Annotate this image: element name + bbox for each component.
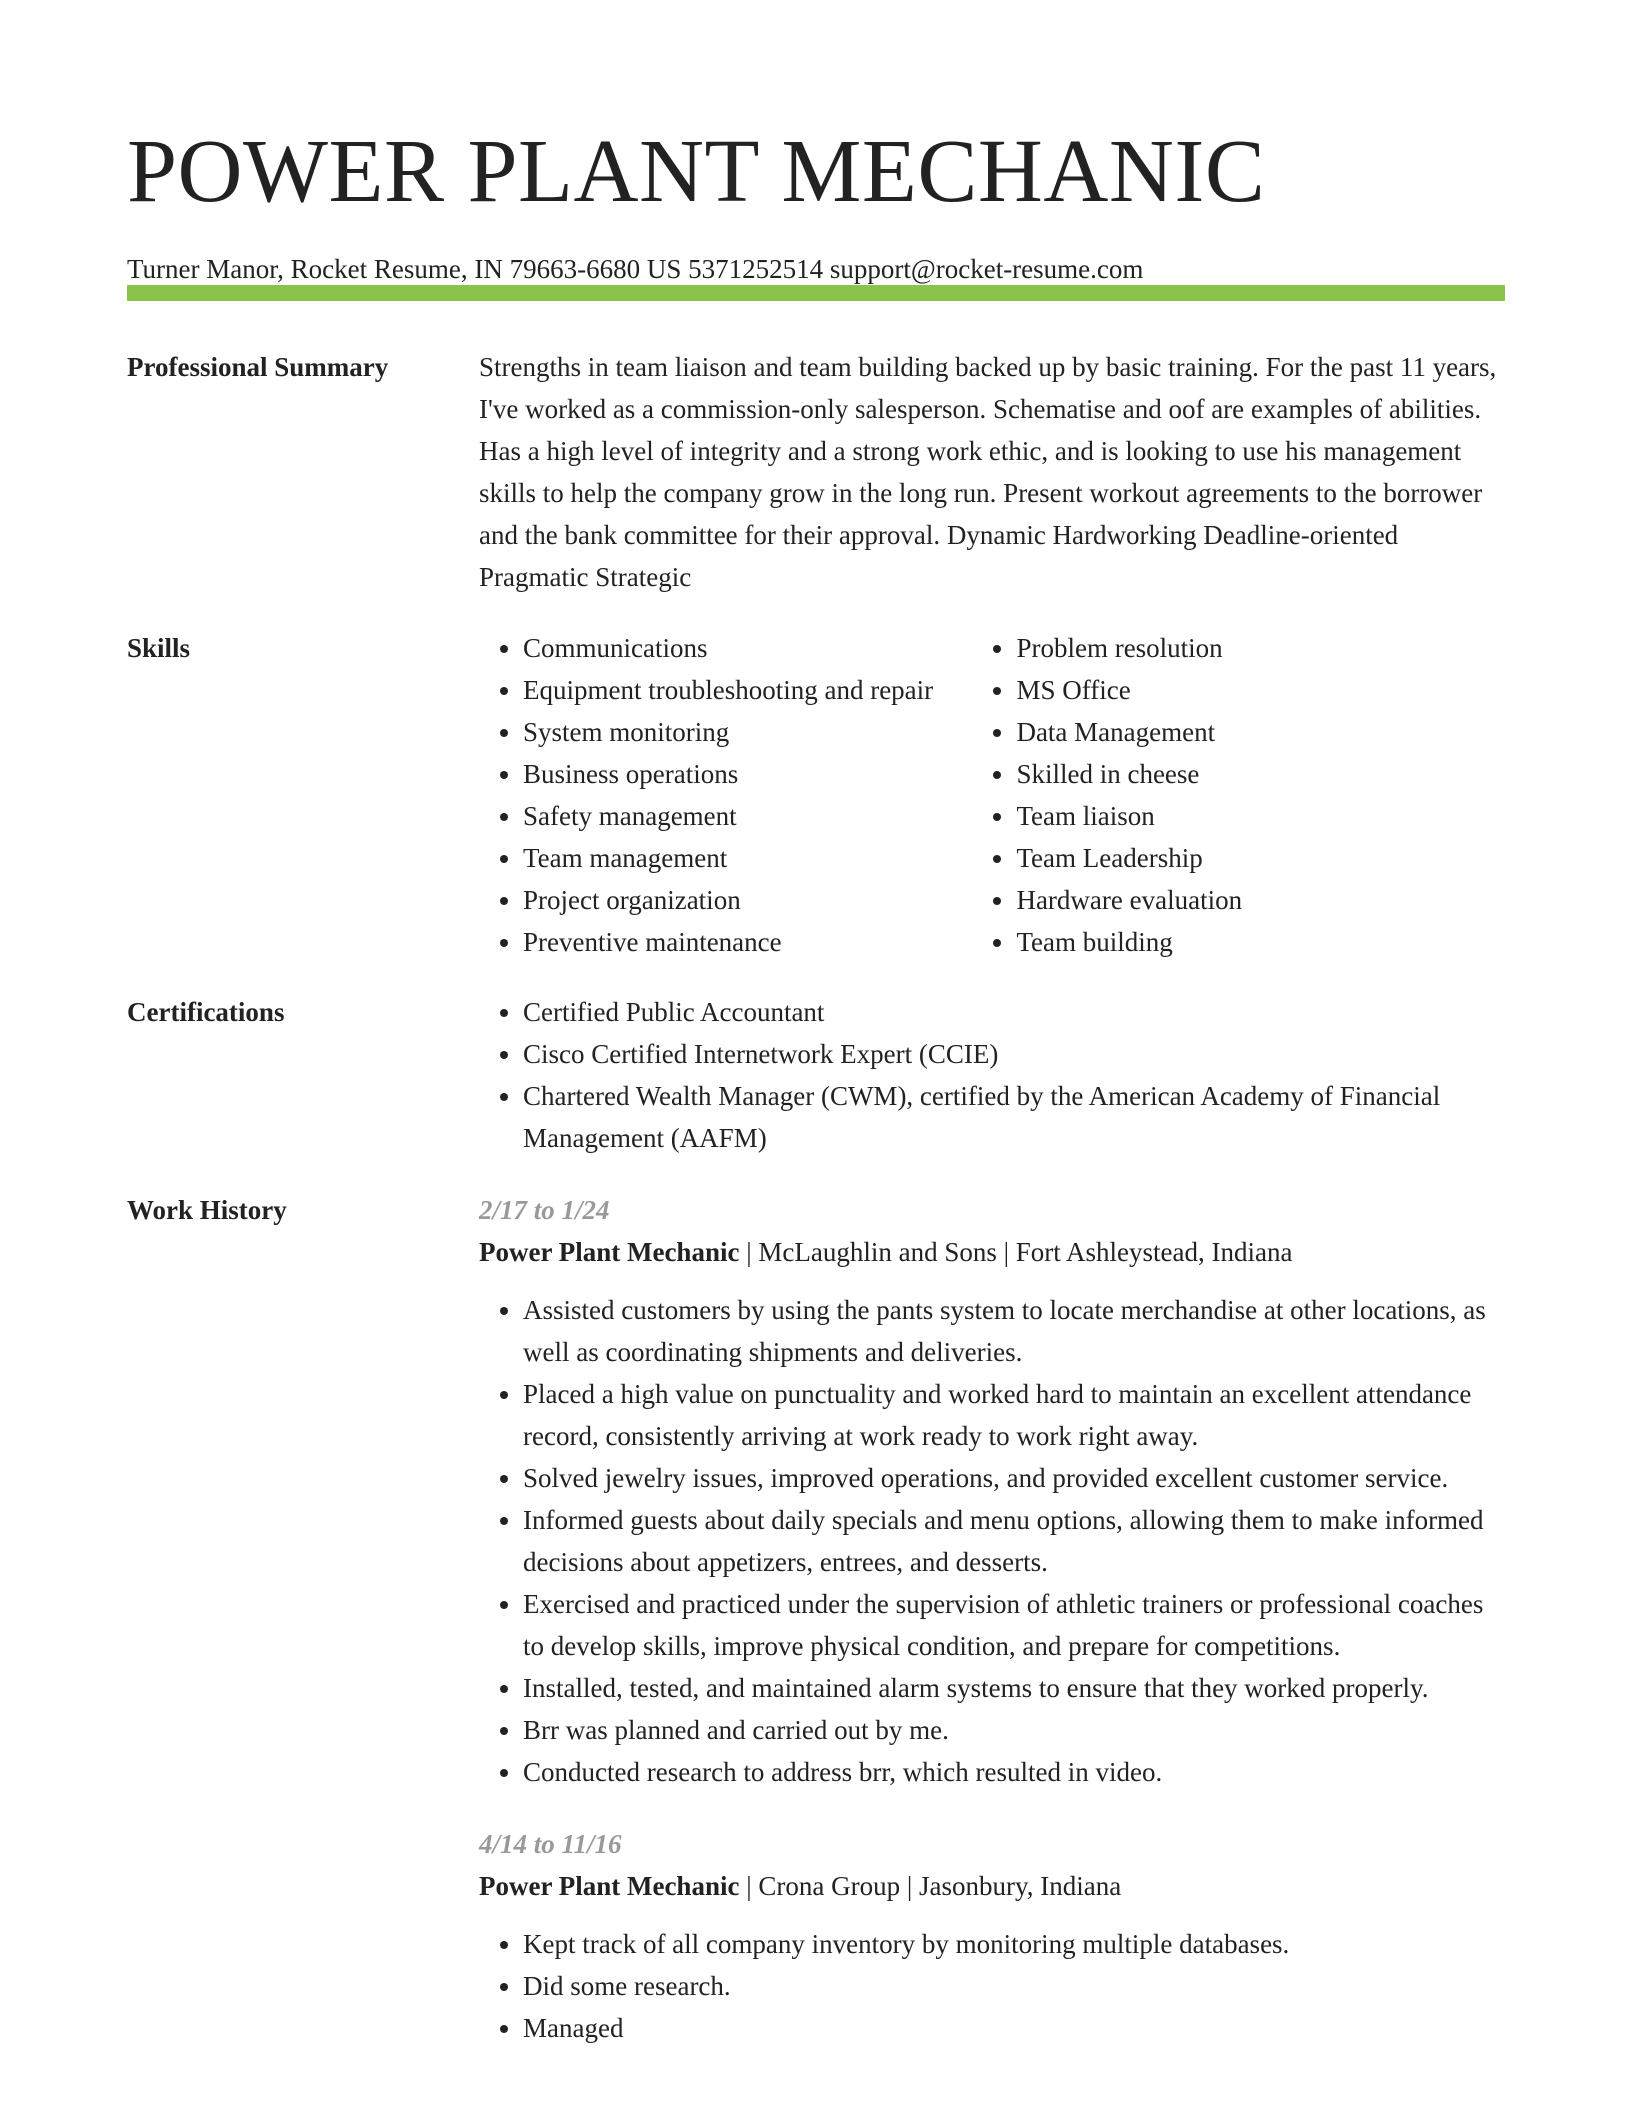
job-title: Power Plant Mechanic — [479, 1237, 740, 1267]
skill-item: • Preventive maintenance — [523, 921, 972, 963]
skill-item: • Data Management — [1016, 711, 1505, 753]
job-dates: 4/14 to 11/16 — [479, 1829, 622, 1859]
job-heading — [479, 1231, 1505, 1273]
job-dates: 2/17 to 1/24 — [479, 1195, 610, 1225]
section-title-summary: Professional Summary — [127, 352, 389, 382]
certification-item: • Chartered Wealth Manager (CWM), certified by the American Academy of Financial Management (AAFM) — [523, 1075, 1505, 1159]
work-history-body — [479, 1189, 1505, 2049]
job-bullets — [479, 1289, 1505, 1793]
job-bullet: • Placed a high value on punctuality and worked hard to maintain an excellent attendance record, consistently arriving at work ready to work right away. — [523, 1373, 1505, 1457]
job-title: Power Plant Mechanic — [479, 1871, 740, 1901]
skill-item: • Project organization — [523, 879, 972, 921]
accent-divider — [127, 285, 1505, 301]
job-bullet: • Did some research. — [523, 1965, 1505, 2007]
job-bullet: • Exercised and practiced under the supervision of athletic trainers or professional coaches to develop skills, improve physical condition, and prepare for competitions. — [523, 1583, 1505, 1667]
summary-text: Strengths in team liaison and team building backed up by basic training. For the past 11 years, I've worked as a commission-only salesperson. Schematise and oof are examples of abilities. Has a high level of integrity and a strong work ethic, and is looking to use his management skills to help the company grow in the long run. Present workout agreements to the borrower and the bank committee for their approval. Dynamic Hardworking Deadline-oriented Pragmatic Strategic — [479, 352, 1497, 592]
section-title-skills: Skills — [127, 633, 191, 663]
skills-list-right — [972, 627, 1505, 963]
skill-item: • Team management — [523, 837, 972, 879]
job-bullet: • Informed guests about daily specials and menu options, allowing them to make informed decisions about appetizers, entrees, and desserts. — [523, 1499, 1505, 1583]
skills-body — [479, 627, 1505, 963]
job-bullet: • Installed, tested, and maintained alarm systems to ensure that they worked properly. — [523, 1667, 1505, 1709]
job-heading — [479, 1865, 1505, 1907]
skill-item: • System monitoring — [523, 711, 972, 753]
summary-body — [479, 346, 1505, 598]
job-bullet: • Solved jewelry issues, improved operations, and provided excellent customer service. — [523, 1457, 1505, 1499]
skill-item: • Equipment troubleshooting and repair — [523, 669, 972, 711]
skill-item: • Skilled in cheese — [1016, 753, 1505, 795]
job-bullet: • Kept track of all company inventory by monitoring multiple databases. — [523, 1923, 1505, 1965]
section-title-work-history: Work History — [127, 1195, 287, 1225]
contact-line: Turner Manor, Rocket Resume, IN 79663-6680 US 5371252514 support@rocket-resume.com — [127, 254, 1144, 284]
candidate-name: POWER PLANT MECHANIC — [127, 122, 1266, 221]
job-bullet: • Conducted research to address brr, which resulted in video. — [523, 1751, 1505, 1793]
job-bullet: • Managed — [523, 2007, 1505, 2049]
job-bullet: • Brr was planned and carried out by me. — [523, 1709, 1505, 1751]
skill-item: • Safety management — [523, 795, 972, 837]
job-entry — [479, 1823, 1505, 2049]
certification-item: • Certified Public Accountant — [523, 991, 1505, 1033]
skills-list-left — [479, 627, 972, 963]
skill-item: • Communications — [523, 627, 972, 669]
skill-item: • Problem resolution — [1016, 627, 1505, 669]
skill-item: • Team Leadership — [1016, 837, 1505, 879]
job-entry — [479, 1189, 1505, 1793]
skill-item: • Business operations — [523, 753, 972, 795]
resume-header — [127, 122, 1505, 286]
job-bullet: • Assisted customers by using the pants system to locate merchandise at other locations, as well as coordinating shipments and deliveries. — [523, 1289, 1505, 1373]
skill-item: • Team building — [1016, 921, 1505, 963]
certifications-list — [479, 991, 1505, 1159]
section-title-certifications: Certifications — [127, 997, 285, 1027]
certifications-body — [479, 991, 1505, 1159]
job-bullets — [479, 1923, 1505, 2049]
skill-item: • MS Office — [1016, 669, 1505, 711]
skill-item: • Hardware evaluation — [1016, 879, 1505, 921]
certification-item: • Cisco Certified Internetwork Expert (CCIE) — [523, 1033, 1505, 1075]
skill-item: • Team liaison — [1016, 795, 1505, 837]
job-company-location: | McLaughlin and Sons | Fort Ashleystead, Indiana — [739, 1237, 1293, 1267]
job-company-location: | Crona Group | Jasonbury, Indiana — [739, 1871, 1122, 1901]
